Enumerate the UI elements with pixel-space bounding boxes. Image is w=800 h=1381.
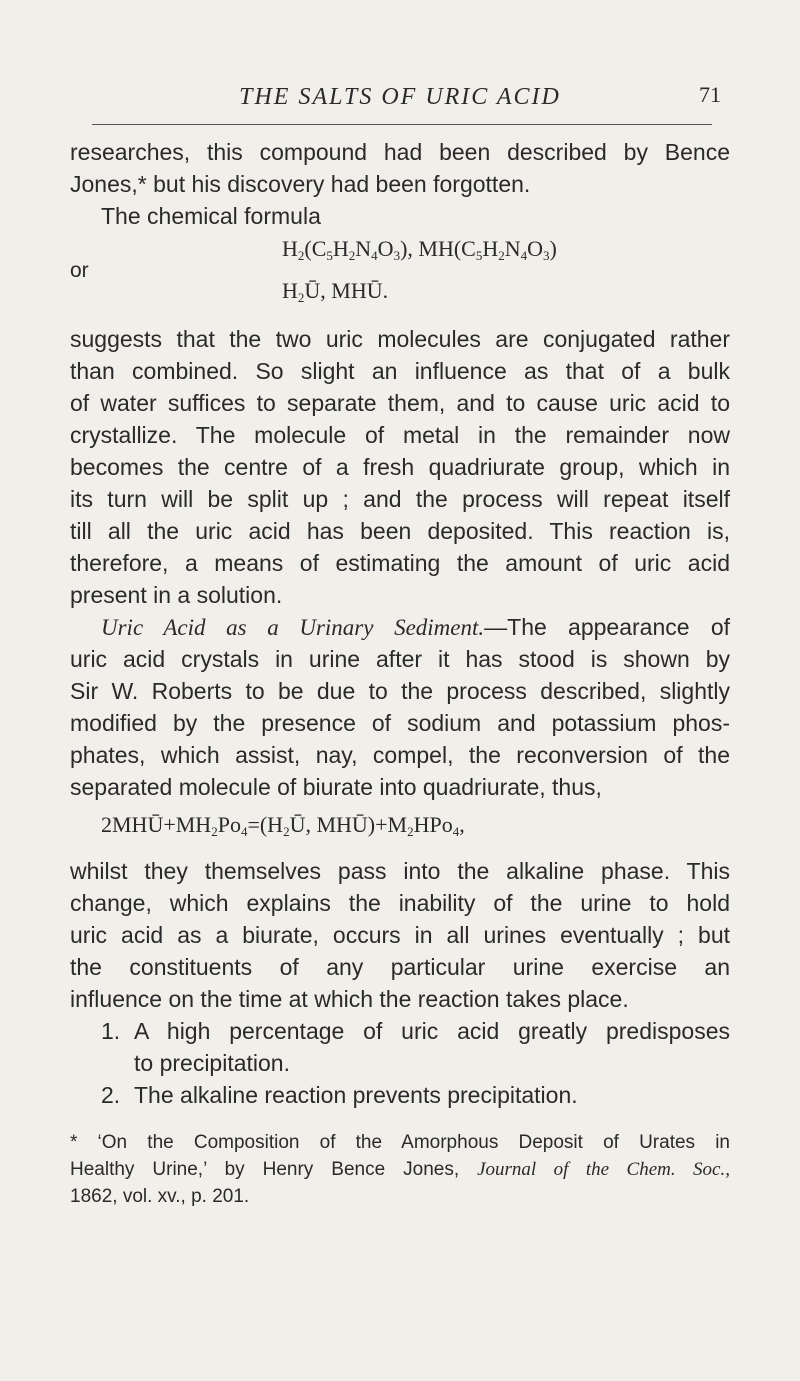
section-heading: Uric Acid as a Urinary Sediment. bbox=[101, 615, 485, 640]
footnote-line: 1862, vol. xv., p. 201. bbox=[70, 1186, 250, 1207]
list-item-line: The alkaline reaction prevents precipitation. bbox=[134, 1082, 578, 1108]
text-line: researches, this compound had been described by Bence bbox=[70, 139, 730, 165]
text-line: till all the uric acid has been deposited. This reaction is, bbox=[70, 518, 730, 544]
text-line: becomes the centre of a fresh quadriurate group, which in bbox=[70, 454, 730, 480]
text-line: present in a solution. bbox=[70, 582, 283, 608]
text-line: than combined. So slight an influence as that of a bulk bbox=[70, 358, 730, 384]
text-line: separated molecule of biurate into quadriurate, thus, bbox=[70, 774, 602, 800]
text-line: change, which explains the inability of the urine to hold bbox=[70, 890, 730, 916]
running-title: THE SALTS OF URIC ACID bbox=[239, 84, 561, 110]
page-number: 71 bbox=[699, 82, 721, 107]
header-rule bbox=[92, 124, 712, 125]
footnote-line: * ‘On the Composition of the Amorphous Deposit of Urates in bbox=[70, 1132, 730, 1153]
text-line: The chemical formula bbox=[101, 203, 321, 229]
text-line: whilst they themselves pass into the alkaline phase. This bbox=[70, 858, 730, 884]
reaction-equation: $2MHŪ+MH_2Po_4=(H_2Ū$, $MHŪ)+M_2HPo_4$, bbox=[101, 812, 465, 839]
chemical-formula-2: $H_2Ū$, MHŪ. bbox=[282, 278, 389, 305]
text-line: uric acid crystals in urine after it has stood is shown by bbox=[70, 646, 730, 672]
text-line: phates, which assist, nay, compel, the reconversion of the bbox=[70, 742, 730, 768]
text-line: the constituents of any particular urine exercise an bbox=[70, 954, 730, 980]
formula-or: or bbox=[70, 259, 89, 282]
page-header bbox=[0, 84, 800, 124]
chemical-formula-1: $H_2(C_5H_2N_4O_3)$, $MH(C_5H_2N_4O_3)$ bbox=[282, 236, 557, 263]
text-line: Sir W. Roberts to be due to the process described, slightly bbox=[70, 678, 730, 704]
footnote-text: Healthy Urine,’ by Henry Bence Jones, bbox=[70, 1159, 478, 1180]
text-fragment: —The appearance of bbox=[484, 614, 730, 640]
list-number: 2. bbox=[101, 1082, 121, 1108]
section-heading-line bbox=[101, 612, 730, 643]
list-number: 1. bbox=[101, 1018, 121, 1044]
list-item-line: A high percentage of uric acid greatly predisposes bbox=[134, 1018, 730, 1044]
journal-title: Journal of the Chem. Soc., bbox=[477, 1159, 730, 1180]
text-line: suggests that the two uric molecules are conjugated rather bbox=[70, 326, 730, 352]
text-line: Jones,* but his discovery had been forgotten. bbox=[70, 171, 531, 197]
text-line: crystallize. The molecule of metal in the remainder now bbox=[70, 422, 730, 448]
text-line: its turn will be split up ; and the process will repeat itself bbox=[70, 486, 730, 512]
list-item-line: to precipitation. bbox=[134, 1050, 290, 1076]
text-line: influence on the time at which the reaction takes place. bbox=[70, 986, 629, 1012]
text-line: uric acid as a biurate, occurs in all urines eventually ; but bbox=[70, 922, 730, 948]
text-line: therefore, a means of estimating the amount of uric acid bbox=[70, 550, 730, 576]
footnote-line bbox=[70, 1157, 730, 1183]
text-line: of water suffices to separate them, and to cause uric acid to bbox=[70, 390, 730, 416]
text-line: modified by the presence of sodium and potassium phos- bbox=[70, 710, 730, 736]
